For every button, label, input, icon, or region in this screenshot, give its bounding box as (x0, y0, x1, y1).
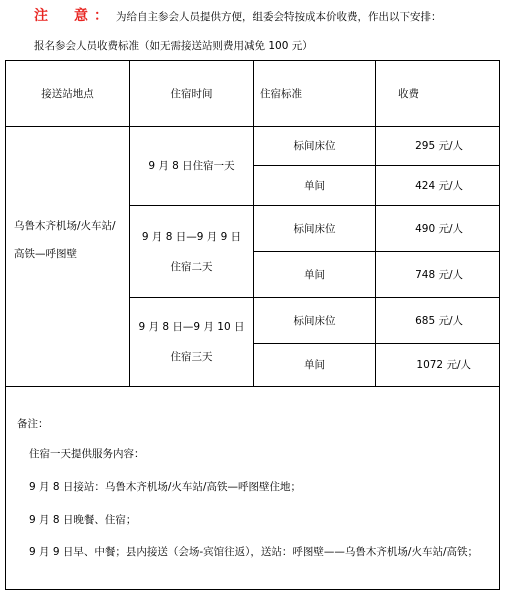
stay-time-1: 9 月 8 日住宿一天 (148, 160, 235, 172)
fee-2a: 490 元/人 (415, 222, 463, 235)
fee-1a: 295 元/人 (415, 140, 463, 152)
standard-3b: 单间 (304, 359, 325, 371)
header-fee: 收费 (398, 87, 419, 100)
notice-text: 为给自主参会人员提供方便，组委会特按成本价收费，作出以下安排： (116, 11, 442, 23)
fee-3a: 685 元/人 (415, 314, 463, 327)
notice-label: 注 意： (34, 8, 114, 24)
table-rule (6, 386, 499, 387)
header-standard: 住宿标准 (260, 87, 302, 100)
fee-standard-subtitle: 报名参会人员收费标准（如无需接送站则费用减免 100 元） (34, 40, 313, 52)
header-stay-time: 住宿时间 (170, 87, 213, 100)
header-location: 接送站地点 (41, 87, 94, 100)
standard-2b: 单间 (304, 268, 325, 281)
stay-time-3 (130, 298, 253, 386)
stay-time-2 (130, 206, 253, 297)
notes-line: 9 月 8 日接站：乌鲁木齐机场/火车站/高铁—呼图壁住地； (29, 481, 301, 493)
standard-3a: 标间床位 (293, 314, 336, 327)
standard-2a: 标间床位 (293, 222, 336, 235)
location-line2: 高铁—呼图壁 (14, 248, 77, 260)
location-cell-2 (14, 239, 129, 269)
notes-line: 9 月 9 日早、中餐；县内接送（会场-宾馆往返），送站：呼图壁——乌鲁木齐机场/火车站/高铁； (29, 546, 478, 558)
fee-2b: 748 元/人 (415, 268, 463, 281)
notice-line (34, 7, 442, 26)
standard-1b: 单间 (304, 179, 325, 192)
stay-time-3-line2: 住宿三天 (170, 351, 213, 363)
fee-1b: 424 元/人 (415, 179, 463, 192)
stay-time-2-line2: 住宿二天 (170, 260, 213, 273)
stay-time-2-line1: 9 月 8 日—9 月 9 日 (141, 230, 242, 243)
location-line1: 乌鲁木齐机场/火车站/ (14, 220, 116, 232)
notes-title: 备注： (17, 418, 49, 430)
fee-3b: 1072 元/人 (416, 359, 471, 371)
fee-table (5, 60, 500, 590)
standard-1a: 标间床位 (293, 140, 336, 152)
notes-line: 9 月 8 日晚餐、住宿； (29, 514, 137, 526)
stay-time-3-line1: 9 月 8 日—9 月 10 日 (138, 321, 245, 333)
notes-line: 住宿一天提供服务内容： (29, 448, 145, 460)
